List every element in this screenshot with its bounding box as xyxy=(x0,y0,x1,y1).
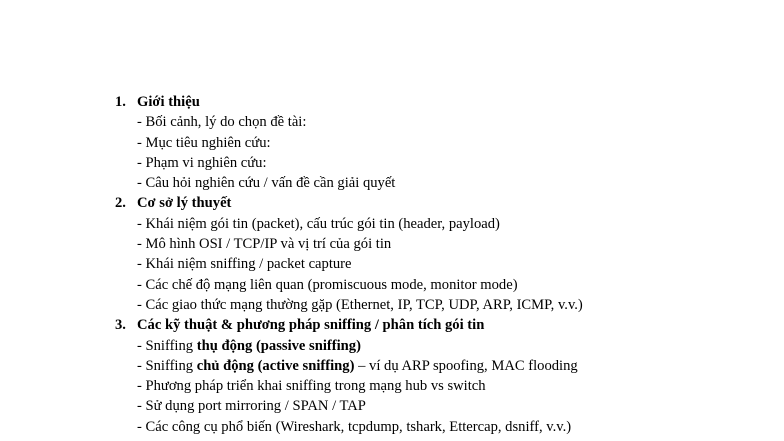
section-theory xyxy=(0,193,784,315)
section-title: Cơ sở lý thuyết xyxy=(137,195,232,212)
list-item-active-sniffing xyxy=(0,356,784,376)
section-heading xyxy=(0,193,784,213)
section-number: 2. xyxy=(115,195,126,212)
list-item: - Phạm vi nghiên cứu: xyxy=(137,154,267,171)
list-item: - Phương pháp triển khai sniffing trong mạng hub vs switch xyxy=(137,378,486,395)
section-heading xyxy=(0,315,784,335)
section-techniques xyxy=(0,315,784,437)
list-item: - Mục tiêu nghiên cứu: xyxy=(137,134,271,151)
list-item: - Các chế độ mạng liên quan (promiscuous mode, monitor mode) xyxy=(137,276,518,293)
section-title: Các kỹ thuật & phương pháp sniffing / phân tích gói tin xyxy=(137,317,485,334)
item-bold-text: thụ động (passive sniffing) xyxy=(196,337,361,354)
list-item-passive-sniffing xyxy=(0,336,784,356)
list-item: - Các công cụ phổ biến (Wireshark, tcpdump, tshark, Ettercap, dsniff, v.v.) xyxy=(137,418,572,435)
section-number: 1. xyxy=(115,94,126,110)
item-bold-text: chủ động (active sniffing) xyxy=(196,357,355,374)
list-item: - Câu hỏi nghiên cứu / vấn đề cần giải quyết xyxy=(137,175,396,192)
section-introduction xyxy=(0,92,784,193)
outline-list xyxy=(0,92,784,437)
item-text: – ví dụ ARP spoofing, MAC flooding xyxy=(354,357,578,374)
list-item: - Mô hình OSI / TCP/IP và vị trí của gói tin xyxy=(137,236,392,253)
list-item: - Khái niệm gói tin (packet), cấu trúc gói tin (header, payload) xyxy=(137,215,500,232)
item-text: - Sniffing xyxy=(137,357,197,374)
list-item: - Các giao thức mạng thường gặp (Ethernet, IP, TCP, UDP, ARP, ICMP, v.v.) xyxy=(137,296,583,313)
section-heading xyxy=(0,92,784,112)
list-item: - Khái niệm sniffing / packet capture xyxy=(137,256,352,273)
list-item: - Bối cảnh, lý do chọn đề tài: xyxy=(137,114,307,131)
item-text: - Sniffing xyxy=(137,337,197,354)
section-number: 3. xyxy=(115,317,126,334)
section-title: Giới thiệu xyxy=(137,94,200,110)
list-item: - Sử dụng port mirroring / SPAN / TAP xyxy=(137,398,366,415)
